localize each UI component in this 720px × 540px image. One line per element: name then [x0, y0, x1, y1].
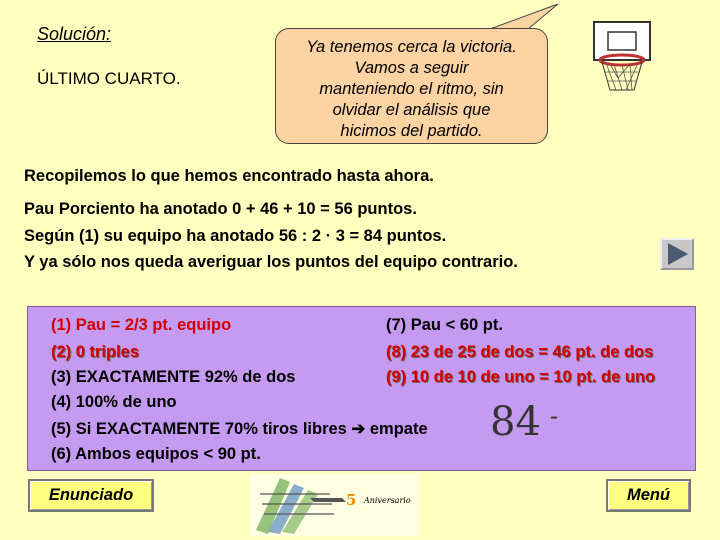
- fact-2: (2) 0 triples: [51, 343, 140, 361]
- speech-line: manteniendo el ritmo, sin: [319, 80, 504, 98]
- fact-3: (3) EXACTAMENTE 92% de dos: [51, 368, 296, 386]
- fact-5-text: (5) Si EXACTAMENTE 70% tiros libres: [51, 420, 347, 438]
- solution-title: Solución:: [37, 24, 112, 44]
- speech-text: [276, 37, 547, 142]
- menu-button[interactable]: Menú: [606, 479, 691, 512]
- speech-bubble: [275, 28, 548, 144]
- fact-6: (6) Ambos equipos < 90 pt.: [51, 445, 261, 463]
- score-value: 84: [490, 399, 541, 445]
- recap-line: Recopilemos lo que hemos encontrado hasta ahora.: [24, 167, 434, 185]
- next-button[interactable]: [660, 238, 694, 270]
- enunciado-button[interactable]: Enunciado: [28, 479, 154, 512]
- fact-5-end: empate: [369, 420, 428, 438]
- fact-9: (9) 10 de 10 de uno = 10 pt. de uno: [386, 368, 656, 386]
- speech-line: hicimos del partido.: [340, 122, 483, 140]
- fact-1: (1) Pau = 2/3 pt. equipo: [51, 316, 232, 334]
- remaining-line: Y ya sólo nos queda averiguar los puntos del equipo contrario.: [24, 253, 518, 271]
- fact-5: [51, 419, 428, 439]
- speech-line: Ya tenemos cerca la victoria.: [306, 38, 517, 56]
- facts-panel: [27, 306, 696, 471]
- logo-number: 5: [346, 491, 357, 509]
- logo-text: Aniversario: [364, 496, 411, 505]
- fact-4: (4) 100% de uno: [51, 393, 177, 411]
- quarter-label: ÚLTIMO CUARTO.: [37, 69, 181, 88]
- anniversary-logo: [250, 474, 420, 536]
- pau-points-line: Pau Porciento ha anotado 0 + 46 + 10 = 56 puntos.: [24, 200, 417, 218]
- fact-8: (8) 23 de 25 de dos = 46 pt. de dos: [386, 343, 654, 361]
- play-triangle-icon: [662, 240, 692, 268]
- arrow-right-icon: ➔: [351, 420, 366, 438]
- basketball-hoop-icon: [586, 18, 658, 98]
- fact-7: (7) Pau < 60 pt.: [386, 316, 503, 334]
- score-separator: -: [550, 403, 558, 430]
- speech-line: Vamos a seguir: [354, 59, 469, 77]
- team-points-line: Según (1) su equipo ha anotado 56 : 2 · 3 = 84 puntos.: [24, 227, 447, 245]
- speech-line: olvidar el análisis que: [332, 101, 491, 119]
